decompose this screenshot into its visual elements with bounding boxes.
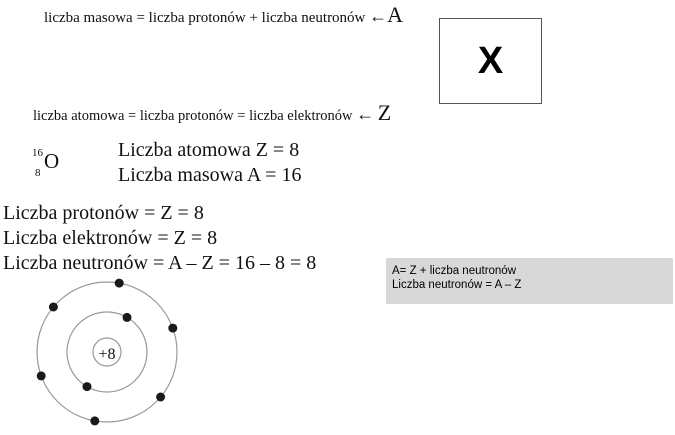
proton-count-line: Liczba protonów = Z = 8 <box>3 202 204 224</box>
note-line-2: Liczba neutronów = A – Z <box>392 279 522 291</box>
electron-shell-2 <box>156 393 165 402</box>
element-symbol: X <box>477 39 504 82</box>
neutron-count-line: Liczba neutronów = A – Z = 16 – 8 = 8 <box>3 252 317 274</box>
isotope-atomic-number: 8 <box>35 167 41 179</box>
mass-number-symbol: A <box>387 2 404 27</box>
atomic-number-symbol: Z <box>377 100 392 125</box>
electron-shell-2 <box>115 279 124 288</box>
mass-number-definition-text: liczba masowa = liczba protonów + liczba neutronów <box>44 10 366 26</box>
isotope-symbol: O <box>44 149 60 173</box>
atomic-number-definition-text: liczba atomowa = liczba protonów = liczba elektronów <box>33 108 353 124</box>
electron-shell-2 <box>90 416 99 425</box>
electron-shell-2 <box>37 371 46 380</box>
left-arrow-icon: ← <box>356 104 375 124</box>
left-arrow-icon: ← <box>369 6 388 26</box>
nucleus-charge-label: +8 <box>98 346 116 363</box>
note-line-1: A= Z + liczba neutronów <box>392 265 517 277</box>
mass-number-line: Liczba masowa A = 16 <box>118 164 302 186</box>
electron-shell-2 <box>49 303 58 312</box>
atomic-number-line: Liczba atomowa Z = 8 <box>118 139 300 161</box>
isotope-mass-number: 16 <box>32 147 43 159</box>
electron-shell-1 <box>83 382 92 391</box>
electron-shell-2 <box>168 324 177 333</box>
electron-count-line: Liczba elektronów = Z = 8 <box>3 227 218 249</box>
electron-shell-1 <box>123 313 132 322</box>
